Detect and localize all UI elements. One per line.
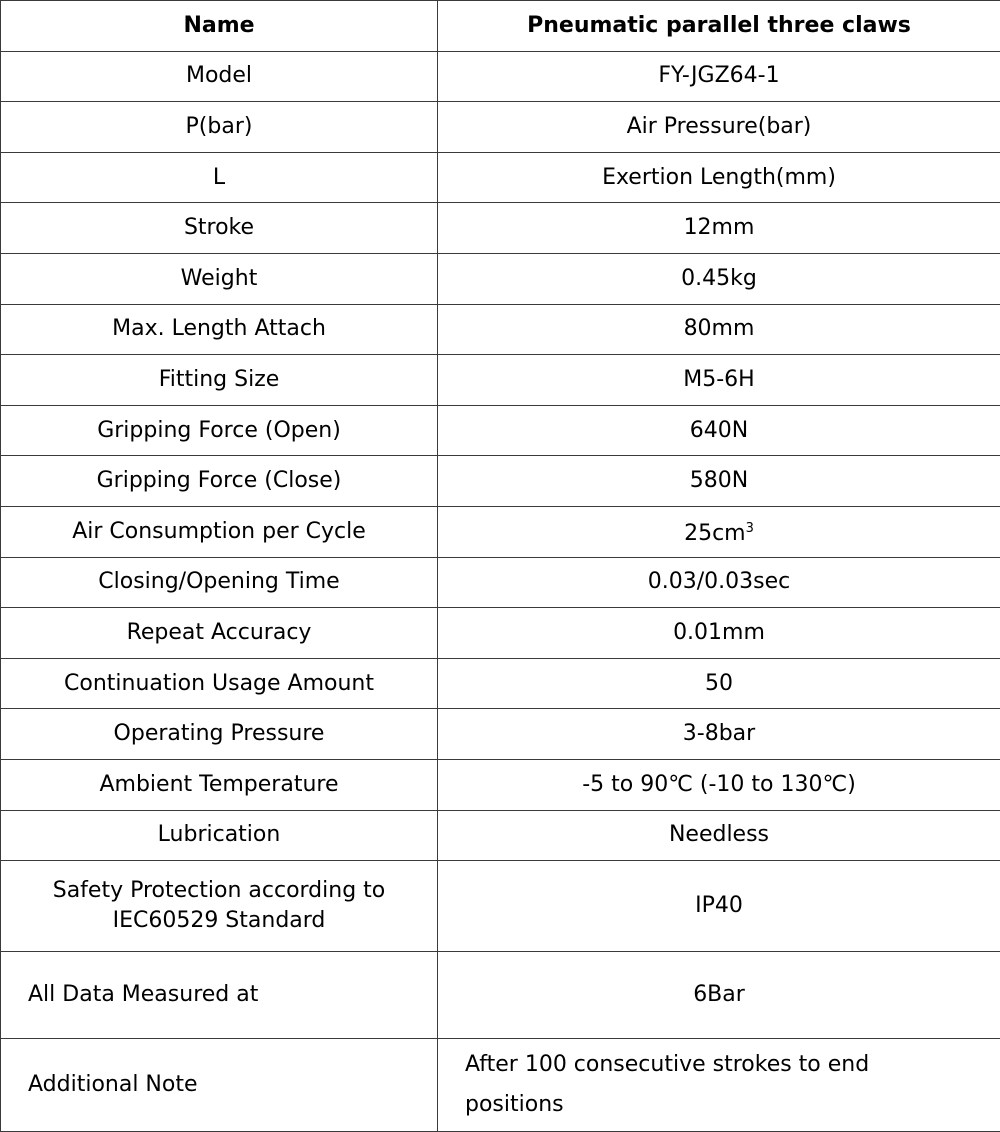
row-value: 640N bbox=[438, 405, 1000, 456]
row-value: 0.03/0.03sec bbox=[438, 557, 1000, 608]
table-header-row bbox=[1, 1, 1000, 52]
header-name: Name bbox=[1, 1, 438, 52]
row-label: Gripping Force (Close) bbox=[1, 456, 438, 507]
row-value: IP40 bbox=[438, 861, 1000, 952]
row-label: Operating Pressure bbox=[1, 709, 438, 760]
row-label: Continuation Usage Amount bbox=[1, 658, 438, 709]
row-label: Fitting Size bbox=[1, 355, 438, 406]
header-product: Pneumatic parallel three claws bbox=[438, 1, 1000, 52]
row-value: 0.45kg bbox=[438, 253, 1000, 304]
row-label: Weight bbox=[1, 253, 438, 304]
table-row bbox=[1, 709, 1000, 760]
table-row bbox=[1, 759, 1000, 810]
row-value: Exertion Length(mm) bbox=[438, 152, 1000, 203]
row-label bbox=[1, 861, 438, 952]
table-row bbox=[1, 152, 1000, 203]
row-value: 6Bar bbox=[438, 952, 1000, 1039]
row-label: Stroke bbox=[1, 203, 438, 254]
row-value bbox=[438, 506, 1000, 557]
row-value: 0.01mm bbox=[438, 608, 1000, 659]
row-value: 12mm bbox=[438, 203, 1000, 254]
row-value: 3-8bar bbox=[438, 709, 1000, 760]
row-label: Repeat Accuracy bbox=[1, 608, 438, 659]
row-label: Max. Length Attach bbox=[1, 304, 438, 355]
row-label: Air Consumption per Cycle bbox=[1, 506, 438, 557]
row-value: Needless bbox=[438, 810, 1000, 861]
table-row bbox=[1, 253, 1000, 304]
table-row bbox=[1, 506, 1000, 557]
row-label-line1: Safety Protection according to bbox=[53, 878, 386, 903]
row-label: Model bbox=[1, 51, 438, 102]
row-label: Ambient Temperature bbox=[1, 759, 438, 810]
table-row bbox=[1, 355, 1000, 406]
row-label-line2: IEC60529 Standard bbox=[113, 908, 326, 933]
table-row bbox=[1, 102, 1000, 153]
table-row bbox=[1, 658, 1000, 709]
table-row bbox=[1, 608, 1000, 659]
row-value: 50 bbox=[438, 658, 1000, 709]
table-row bbox=[1, 51, 1000, 102]
table-row bbox=[1, 952, 1000, 1039]
table-row bbox=[1, 304, 1000, 355]
row-label: Additional Note bbox=[1, 1039, 438, 1132]
table-row bbox=[1, 810, 1000, 861]
row-value: 80mm bbox=[438, 304, 1000, 355]
row-label: L bbox=[1, 152, 438, 203]
row-value: M5-6H bbox=[438, 355, 1000, 406]
table-row bbox=[1, 203, 1000, 254]
table-row bbox=[1, 405, 1000, 456]
row-label: P(bar) bbox=[1, 102, 438, 153]
row-value: FY-JGZ64-1 bbox=[438, 51, 1000, 102]
row-value: Air Pressure(bar) bbox=[438, 102, 1000, 153]
row-value: 580N bbox=[438, 456, 1000, 507]
value-text: 25cm bbox=[684, 521, 746, 546]
row-label: Closing/Opening Time bbox=[1, 557, 438, 608]
table-row bbox=[1, 456, 1000, 507]
table-row bbox=[1, 557, 1000, 608]
row-label: Lubrication bbox=[1, 810, 438, 861]
table-row bbox=[1, 1039, 1000, 1132]
row-value-line1: After 100 consecutive strokes to end bbox=[465, 1052, 869, 1077]
row-label: All Data Measured at bbox=[1, 952, 438, 1039]
superscript: 3 bbox=[746, 521, 754, 536]
row-label: Gripping Force (Open) bbox=[1, 405, 438, 456]
row-value: -5 to 90℃ (-10 to 130℃) bbox=[438, 759, 1000, 810]
row-value bbox=[438, 1039, 1000, 1132]
row-value-line2: positions bbox=[465, 1092, 564, 1117]
table-row bbox=[1, 861, 1000, 952]
